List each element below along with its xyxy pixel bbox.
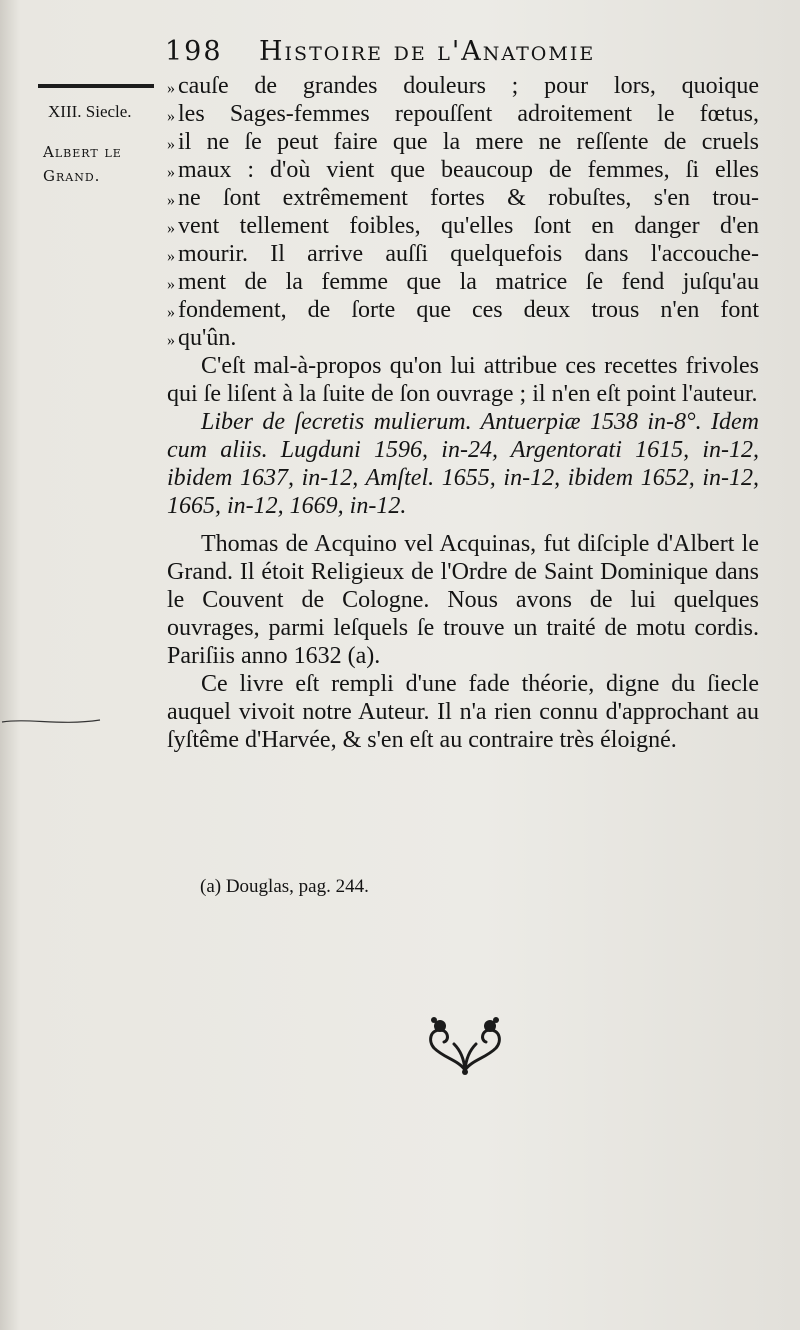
quote-line — [167, 212, 759, 240]
quote-line-text: cauſe de grandes douleurs ; pour lors, quoique — [178, 73, 759, 99]
quote-line-text: maux : d'où vient que beaucoup de femmes, ſi elles — [178, 157, 759, 183]
margin-note-century: XIII. Siecle. — [48, 102, 132, 121]
quoted-passage — [167, 72, 759, 352]
fleuron-ornament — [420, 1014, 510, 1082]
quotation-mark: » — [167, 108, 174, 125]
paragraph-thomas-aquinas: Thomas de Acquino vel Acquinas, fut diſciple d'Albert le Grand. Il étoit Religieux de l'Ordre de Saint Dominique dans le Couvent de Cologne. Nous avons de lui quelques ouvrages, parmi leſquels ſe trouve un traité de motu cordis. Pariſiis anno 1632 (a). — [167, 531, 759, 669]
quote-line — [167, 268, 759, 296]
quotation-mark: » — [167, 80, 174, 97]
quote-line — [167, 156, 759, 184]
margin-rule — [38, 84, 154, 88]
quote-line — [167, 240, 759, 268]
quotation-mark: » — [167, 192, 174, 209]
quote-line-text: mourir. Il arrive auſſi quelquefois dans l'accouche- — [178, 241, 759, 267]
quote-line-text: vent tellement foibles, qu'elles ſont en danger d'en — [178, 213, 759, 239]
paragraph-commentary: Ce livre eſt rempli d'une fade théorie, digne du ſiecle auquel vivoit notre Auteur. Il n'a rien connu d'approchant au ſyſtême d'Harvée, & s'en eſt au contraire très éloigné. — [167, 671, 759, 753]
quote-line-text: ment de la femme que la matrice ſe fend juſqu'au — [178, 269, 759, 295]
quote-line-text: les Sages-femmes repouſſent adroitement le fœtus, — [178, 101, 759, 127]
quotation-mark: » — [167, 276, 174, 293]
quote-line-text: ne ſont extrêmement fortes & robuſtes, s'en trou- — [178, 185, 759, 211]
quote-line-text: fondement, de ſorte que ces deux trous n'en font — [178, 297, 759, 323]
running-header — [165, 36, 725, 72]
quote-line — [167, 72, 759, 100]
quotation-mark: » — [167, 136, 174, 153]
bibliography-entry: Liber de ſecretis mulierum. Antuerpiæ 1538 in-8°. Idem cum aliis. Lugduni 1596, in-24, Argentorati 1615, in-12, ibidem 1637, in-12, Amſtel. 1655, in-12, ibidem 1652, in-12, 1665, in-12, 1669, in-12. — [167, 409, 759, 519]
quote-line — [167, 324, 759, 352]
quotation-mark: » — [167, 332, 174, 349]
quote-line-text: qu'ûn. — [178, 325, 237, 351]
margin-pen-stroke — [0, 712, 110, 736]
margin-note-author: Albert le Grand. — [43, 143, 122, 185]
quotation-mark: » — [167, 220, 174, 237]
running-title: Histoire de l'Anatomie — [259, 36, 596, 67]
main-text — [167, 72, 759, 754]
quotation-mark: » — [167, 248, 174, 265]
quote-line — [167, 296, 759, 324]
quotation-mark: » — [167, 164, 174, 181]
footnote: (a) Douglas, pag. 244. — [200, 876, 369, 897]
quotation-mark: » — [167, 304, 174, 321]
paragraph-attribution: C'eſt mal-à-propos qu'on lui attribue ces recettes frivoles qui ſe liſent à la ſuite de ſon ouvrage ; il n'en eſt point l'auteur. — [167, 353, 759, 407]
quote-line — [167, 128, 759, 156]
quote-line — [167, 184, 759, 212]
quote-line — [167, 100, 759, 128]
page-number: 198 — [165, 36, 223, 67]
quote-line-text: il ne ſe peut faire que la mere ne reſſente de cruels — [178, 129, 759, 155]
